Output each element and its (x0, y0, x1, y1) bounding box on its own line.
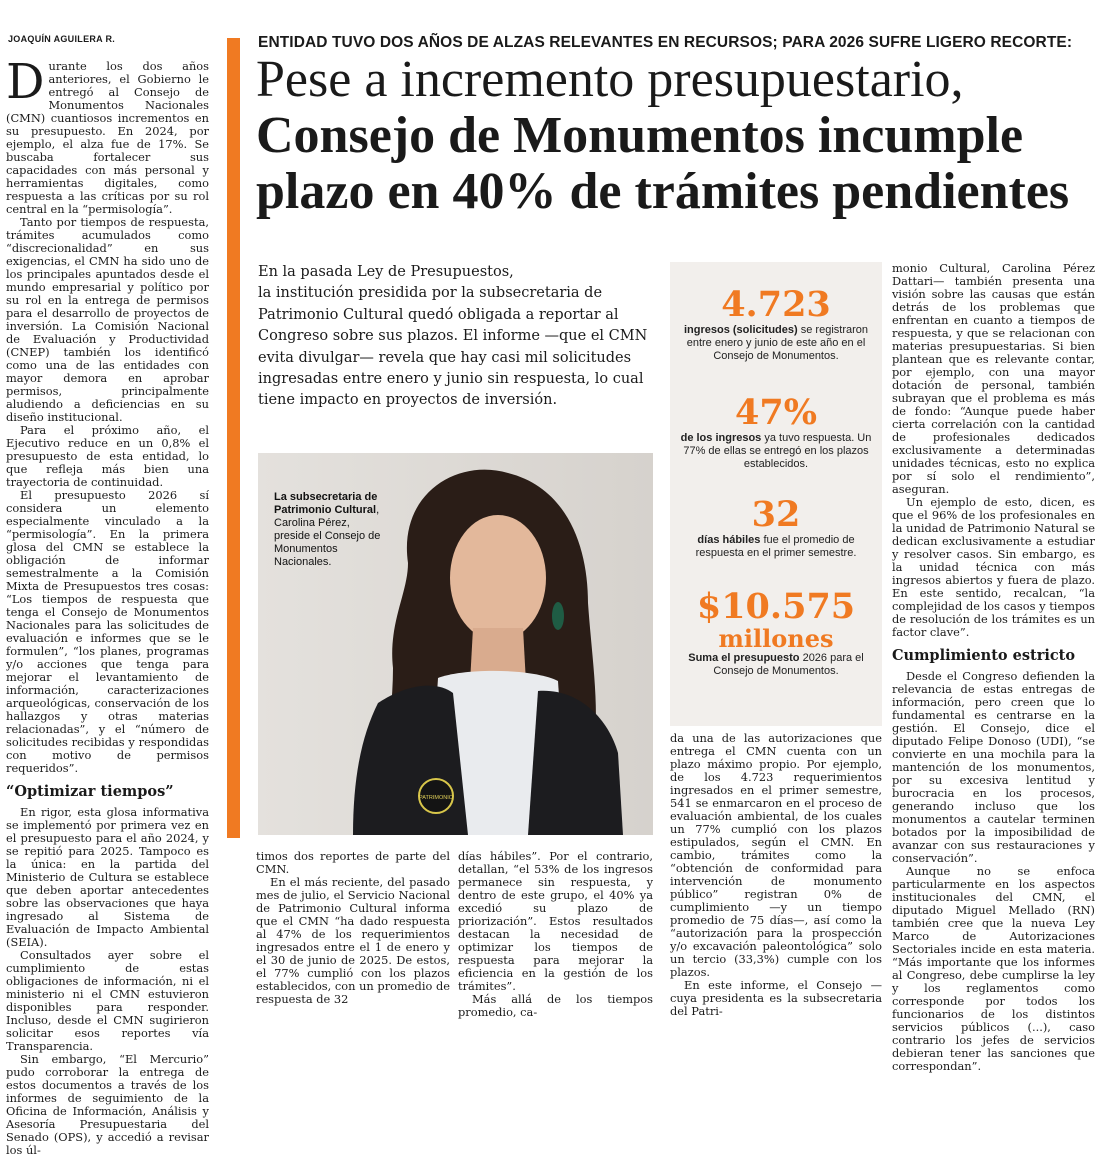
article-column-1 (6, 54, 209, 1157)
lead-line: En la pasada Ley de Presupuestos, (258, 264, 514, 280)
photo-caption (274, 491, 384, 569)
paragraph: En este informe, el Consejo —cuya presidenta es la subsecretaria del Patri- (670, 978, 882, 1018)
lead-paragraph (258, 262, 658, 412)
paragraph: Aunque no se enfoca particularmente en los aspectos institucionales del CMN, el diputado Miguel Mellado (RN) también cree que la nueva Ley Marco de Autorizaciones Sectoriales incide en esta materia. “Más importante que los informes al Congreso, debe cumplirse la ley y los reglamentos como corresponde por todos los funcionarios de los distintos servicios públicos (...), caso contrario los jefes de servicios debieran tener las sanciones que correspondan”. (892, 864, 1095, 1073)
paragraph: Más allá de los tiempos promedio, ca- (458, 992, 653, 1019)
portrait-photo (258, 453, 653, 835)
stat-block (670, 588, 882, 678)
stat-number: 47% (735, 392, 817, 433)
lead-line: ingresadas entre enero y junio sin respuesta, lo cual (258, 371, 644, 388)
paragraph: Un ejemplo de esto, dicen, es que el 96% de los profesionales en la unidad de Patrimonio Natural se dedican exclusivamente a estudiar y resolver casos. Sin embargo, es la unidad técnica con más ingresos abiertos y fuera de plazo. En este sentido, recalcan, “la complejidad de los casos y tiempos de resolución de los trámites es un factor clave”. (892, 495, 1095, 639)
headline-line-1: Pese a incremento presupuestario, (256, 51, 964, 108)
lead-line: tiene impacto en proyectos de inversión. (258, 392, 558, 409)
stat-unit: millones (718, 624, 834, 653)
paragraph: monio Cultural, Carolina Pérez Dattari— también presenta una visión sobre las causas que están detrás de los problemas que enfrentan en cuanto a tiempos de respuesta, y que se relacionan con materias presupuestarias. Si bien plantean que es relevante contar, por ejemplo, con una mayor dotación de personal, también subrayan que el problema es más de fondo: “Aunque puede haber cierta correlación con la cantidad de profesionales dedicados exclusivamente a determinadas unidades técnicas, esto no explica por sí solo el rendimiento”, aseguran. (892, 261, 1095, 496)
lead-line: Patrimonio Cultural quedó obligada a reportar al (258, 306, 619, 323)
stat-block (670, 286, 882, 363)
subheading: Cumplimiento estricto (892, 647, 1076, 664)
article-column-4 (670, 732, 882, 1018)
stat-text: Suma el presupuesto 2026 para el Consejo de Monumentos. (688, 652, 864, 677)
stat-number: $10.575 (696, 586, 856, 627)
caption-bold: La subsecretaria de Patrimonio Cultural (274, 491, 378, 516)
byline: JOAQUÍN AGUILERA R. (8, 34, 116, 44)
stat-block (670, 496, 882, 560)
paragraph: Durante los dos años anteriores, el Gobierno le entregó al Consejo de Monumentos Nacionales (CMN) cuantiosos incrementos en su presupuesto. En 2024, por ejemplo, el alza fue de 17%. Se buscaba fortalecer sus capacidades con más personal y herramientas digitales, como respuesta a las críticas por su rol central en la “permisología”. (6, 54, 209, 216)
kicker: ENTIDAD TUVO DOS AÑOS DE ALZAS RELEVANTES EN RECURSOS; PARA 2026 SUFRE LIGERO RECORTE: (258, 34, 1073, 51)
paragraph: Sin embargo, “El Mercurio” pudo corroborar la entrega de estos documentos a través de los informes de seguimiento de la Oficina de Información, Análisis y Asesoría Presupuestaria del Senado (OPS), y accedió a revisar los úl- (6, 1052, 209, 1157)
paragraph: En rigor, esta glosa informativa se implementó por primera vez en el presupuesto para el año 2024, y se repitió para 2025. Tampoco es la única: en la partida del Ministerio de Cultura se establece que deben aportar antecedentes sobre las observaciones que haya ingresado al Sistema de Evaluación de Impacto Ambiental (SEIA). (6, 805, 209, 949)
stat-text: días hábiles fue el promedio de respuesta en el primer semestre. (695, 534, 857, 559)
article-column-5 (892, 262, 1095, 1073)
headline-line-2: Consejo de Monumentos incumple (256, 107, 1024, 164)
paragraph: Consultados ayer sobre el cumplimiento de estas obligaciones de información, ni el ministerio ni el CMN estuvieron disponibles para responder. Incluso, desde el CMN sugirieron solicitar esos reportes vía Transparencia. (6, 948, 209, 1053)
paragraph: Para el próximo año, el Ejecutivo reduce en un 0,8% el presupuesto de esta entidad, lo que refleja más bien una trayectoria de continuidad. (6, 423, 209, 489)
stat-number: 4.723 (721, 284, 831, 325)
stat-text: de los ingresos ya tuvo respuesta. Un 77% de ellas se entregó en los plazos establecidos. (680, 432, 872, 470)
earring-icon (552, 602, 564, 630)
paragraph: Desde el Congreso defienden la relevancia de estas entregas de información, pero creen que lo fundamental es centrarse en la gestión. El Consejo, dice el diputado Felipe Donoso (UDI), “se convierte en una mochila para la mantención de los monumentos, por su excesiva lentitud y burocracia en los procesos, generando incluso que los monumentos a cautelar terminen botados por la imposibilidad de avanzar con sus restauraciones y conservación”. (892, 669, 1095, 865)
headline-line-3: plazo en 40% de trámites pendientes (256, 163, 1070, 220)
stats-sidebar (670, 262, 882, 726)
paragraph: El presupuesto 2026 sí considera un elemento especialmente vinculado a la “permisología”. En la primera glosa del CMN se establece la obligación de informar semestralmente a la Comisión Mixta de Presupuestos tres cosas: “Los tiempos de respuesta que tenga el Consejo de Monumentos Nacionales para las solicitudes de evaluación e informes que se le formulen”, “los planes, programas y/o acciones que tenga para mejorar el levantamiento de información, caracterizaciones arqueológicas, conservación de los hallazgos y otras materias relacionadas”, y el “número de solicitudes recibidas y respondidas con motivo de permisos requeridos”. (6, 488, 209, 775)
paragraph: En el más reciente, del pasado mes de julio, el Servicio Nacional de Patrimonio Cultural informa que el CMN “ha dado respuesta al 47% de los requerimientos ingresados entre el 1 de enero y el 30 de junio de 2025. De estos, el 77% cumplió con los plazos establecidos, con un promedio de respuesta de 32 (256, 875, 450, 1006)
accent-bar (227, 38, 240, 838)
article-column-3 (458, 850, 653, 1019)
stat-text: ingresos (solicitudes) se registraron entre enero y junio de este año en el Consejo de Monumentos. (683, 324, 868, 362)
paragraph: Tanto por tiempos de respuesta, trámites acumulados como “discrecionalidad” en sus exigencias, el CMN ha sido uno de los principales apuntados desde el mundo empresarial y político por su rol en la entrega de permisos para el desarrollo de proyectos de inversión. La Comisión Nacional de Evaluación y Productividad (CNEP) también los identificó como una de las entidades con mayor demora en aprobar permisos, principalmente aludiendo a deficiencias en su diseño institucional. (6, 215, 209, 424)
badge-label: PATRIMONIO (418, 795, 454, 801)
lead-line: la institución presidida por la subsecretaria de (258, 285, 603, 302)
stat-number: 32 (751, 494, 801, 535)
lead-line: evita divulgar— revela que hay casi mil solicitudes (258, 349, 632, 366)
stat-block (670, 394, 882, 471)
article-column-2 (256, 850, 450, 1006)
paragraph: días hábiles”. Por el contrario, detallan, “el 53% de los ingresos permanece sin respuesta, y dentro de este grupo, el 40% ya excedió su plazo de priorización”. Estos resultados destacan la necesidad de optimizar los tiempos de respuesta para mejorar la eficiencia en la gestión de los trámites”. (458, 849, 653, 993)
subheading: “Optimizar tiempos” (6, 783, 174, 800)
paragraph: da una de las autorizaciones que entrega el CMN cuenta con un plazo máximo propio. Por ejemplo, de los 4.723 requerimientos ingresados en el primer semestre, 541 se enmarcaron en el proceso de evaluación ambiental, de los cuales un 77% cumplió con los plazos estipulados, según el CMN. En cambio, trámites como la “obtención de conformidad para intervención de monumento público” registran 0% de cumplimiento —y un tiempo promedio de 75 días—, así como la “autorización para la prospección y/o excavación paleontológica” solo un tercio (33,3%) cumple con los plazos. (670, 731, 882, 979)
face-shape (450, 515, 546, 641)
paragraph: timos dos reportes de parte del CMN. (256, 849, 450, 876)
drop-cap: D (6, 54, 45, 110)
headline (256, 52, 1096, 220)
lead-line: Congreso sobre sus plazos. El informe —que el CMN (258, 328, 648, 345)
caption-text: , Carolina Pérez, preside el Consejo de Monumentos Nacionales. (274, 504, 381, 568)
